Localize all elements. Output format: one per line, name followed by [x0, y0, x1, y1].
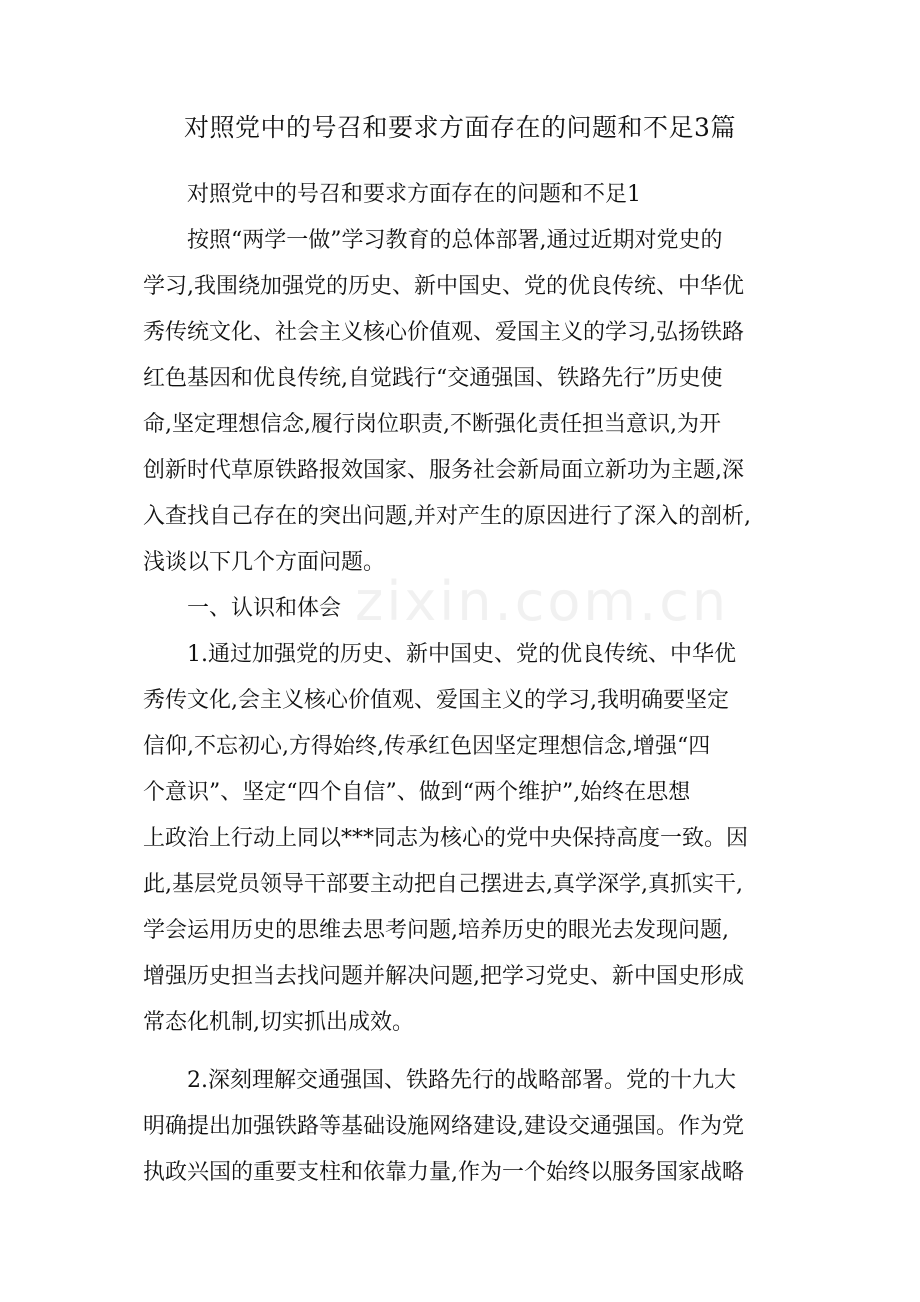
body-line: 秀传统文化、社会主义核心价值观、爱国主义的学习,弘扬铁路: [143, 320, 744, 345]
body-line: 1.通过加强党的历史、新中国史、党的优良传统、中华优: [187, 642, 736, 667]
body-line: 秀传文化,会主义核心价值观、爱国主义的学习,我明确要坚定: [143, 688, 729, 713]
body-line: 明确提出加强铁路等基础设施网络建设,建设交通强国。作为党: [143, 1114, 744, 1139]
body-line: 红色基因和优良传统,自觉践行“交通强国、铁路先行”历史使: [143, 366, 723, 391]
body-line: 增强历史担当去找问题并解决问题,把学习党史、新中国史形成: [143, 964, 744, 989]
body-line: 个意识”、坚定“四个自信”、做到“两个维护”,始终在思想: [143, 780, 691, 805]
body-line: 入查找自己存在的突出问题,并对产生的原因进行了深入的剖析,: [143, 504, 751, 529]
body-line: 此,基层党员领导干部要主动把自己摆进去,真学深学,真抓实干,: [143, 872, 743, 897]
body-line: 一、认识和体会: [187, 596, 342, 621]
body-line: 2.深刻理解交通强国、铁路先行的战略部署。党的十九大: [187, 1068, 736, 1093]
body-line: 创新时代草原铁路报效国家、服务社会新局面立新功为主题,深: [143, 458, 744, 483]
body-line: 学习,我围绕加强党的历史、新中国史、党的优良传统、中华优: [143, 274, 744, 299]
watermark-text: zixin.com.cn: [355, 570, 730, 633]
document-title: 对照党中的号召和要求方面存在的问题和不足3篇: [184, 113, 736, 142]
body-line: 常态化机制,切实抓出成效。: [143, 1010, 414, 1035]
body-line: 学会运用历史的思维去思考问题,培养历史的眼光去发现问题,: [143, 918, 729, 943]
body-line: 浅谈以下几个方面问题。: [143, 550, 386, 575]
body-line: 信仰,不忘初心,方得始终,传承红色因坚定理想信念,增强“四: [143, 734, 711, 759]
body-line: 对照党中的号召和要求方面存在的问题和不足1: [187, 182, 641, 207]
body-line: 执政兴国的重要支柱和依靠力量,作为一个始终以服务国家战略: [143, 1160, 744, 1185]
body-line: 按照“两学一做”学习教育的总体部署,通过近期对党史的: [187, 228, 723, 253]
body-line: 命,坚定理想信念,履行岗位职责,不断强化责任担当意识,为开: [143, 412, 721, 437]
body-line: 上政治上行动上同以***同志为核心的党中央保持高度一致。因: [143, 826, 749, 851]
